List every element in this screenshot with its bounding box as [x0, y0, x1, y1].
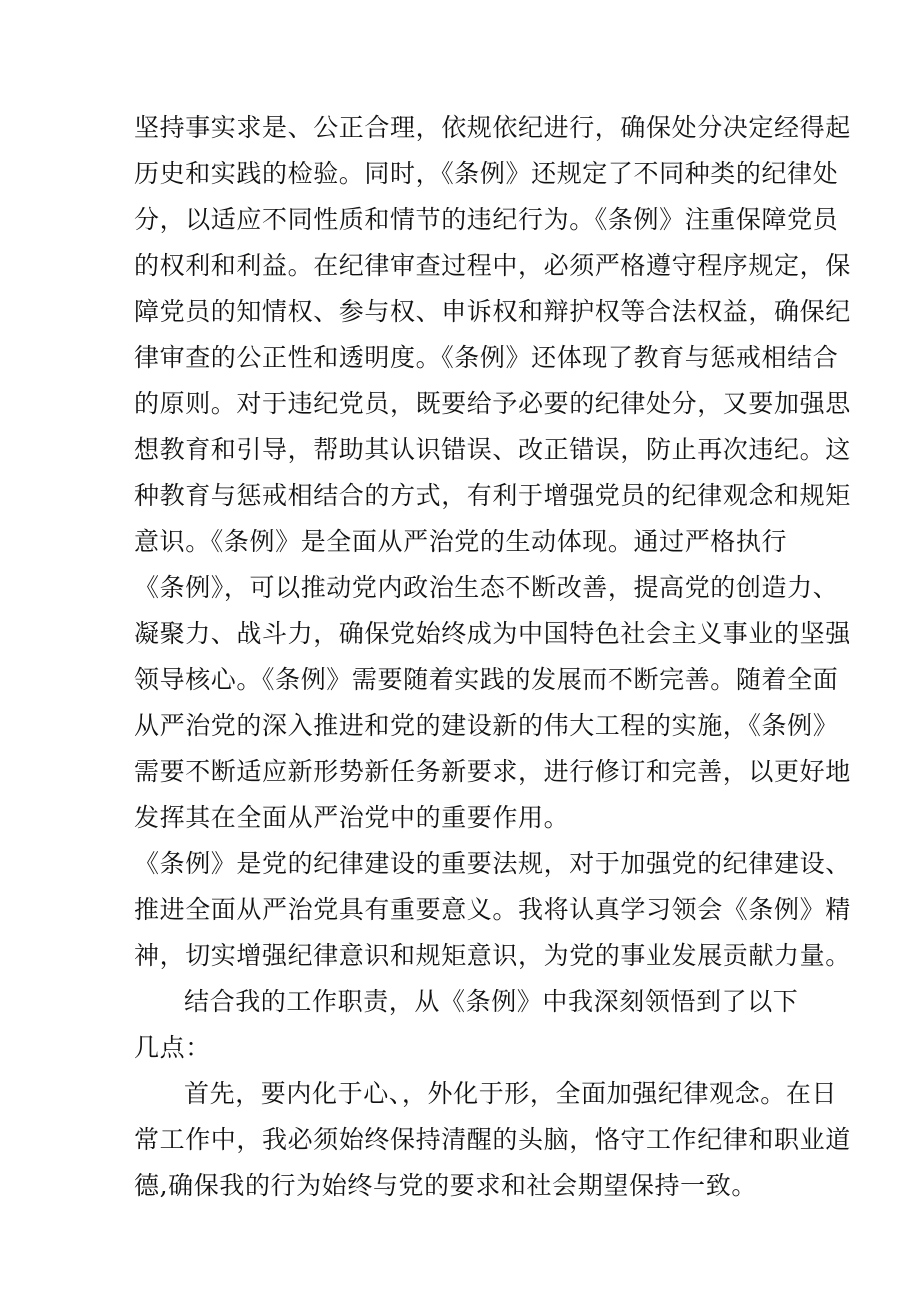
text-line: 的权利和利益。在纪律审查过程中，必须严格遵守程序规定，保 [134, 251, 851, 280]
text-line: 律审查的公正性和透明度。《条例》还体现了教育与惩戒相结合 [134, 343, 839, 372]
text-line: 想教育和引导，帮助其认识错误、改正错误，防止再次违纪。这 [134, 435, 851, 464]
text-line: 发挥其在全面从严治党中的重要作用。 [134, 803, 570, 832]
text-line: 推进全面从严治党具有重要意义。我将认真学习领会《条例》精 [134, 895, 851, 924]
text-line: 神，切实增强纪律意识和规矩意识，为党的事业发展贡献力量。 [134, 941, 851, 970]
text-line: 首先，要内化于心、，外化于形，全面加强纪律观念。在日 [184, 1079, 838, 1108]
text-line: 《条例》，可以推动党内政治生态不断改善，提高党的创造力、 [134, 573, 839, 602]
text-line: 分，以适应不同性质和情节的违纪行为。《条例》注重保障党员 [134, 205, 839, 234]
text-line: 需要不断适应新形势新任务新要求，进行修订和完善，以更好地 [134, 757, 851, 786]
text-line: 障党员的知情权、参与权、申诉权和辩护权等合法权益，确保纪 [134, 297, 851, 326]
text-line: 的原则。对于违纪党员，既要给予必要的纪律处分，又要加强思 [134, 389, 851, 418]
text-line: 德,确保我的行为始终与党的要求和社会期望保持一致。 [134, 1171, 757, 1200]
text-line: 坚持事实求是、公正合理，依规依纪进行，确保处分决定经得起 [134, 113, 851, 142]
text-line: 意识。《条例》是全面从严治党的生动体现。通过严格执行 [134, 527, 788, 556]
text-line: 历史和实践的检验。同时，《条例》还规定了不同种类的纪律处 [134, 159, 839, 188]
text-line: 《条例》是党的纪律建设的重要法规，对于加强党的纪律建设、 [134, 849, 851, 878]
text-line: 种教育与惩戒相结合的方式，有利于增强党员的纪律观念和规矩 [134, 481, 851, 510]
text-line: 凝聚力、战斗力，确保党始终成为中国特色社会主义事业的坚强 [134, 619, 851, 648]
text-line: 结合我的工作职责，从《条例》中我深刻领悟到了以下 [184, 987, 799, 1016]
text-line: 领导核心。《条例》需要随着实践的发展而不断完善。随着全面 [134, 665, 839, 694]
text-line: 从严治党的深入推进和党的建设新的伟大工程的实施，《条例》 [134, 711, 839, 740]
text-line: 常工作中，我必须始终保持清醒的头脑，恪守工作纪律和职业道 [134, 1125, 851, 1154]
text-line: 几点： [134, 1033, 211, 1062]
